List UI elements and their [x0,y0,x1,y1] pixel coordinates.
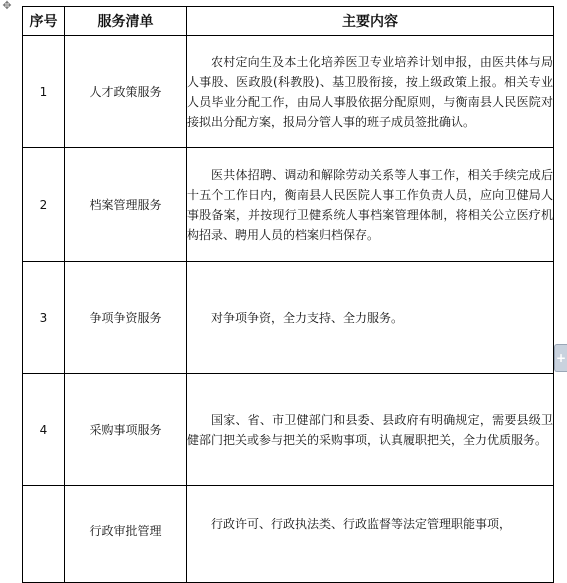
table-row [23,374,554,486]
row-content [187,148,554,262]
row-content-text: 行政许可、行政执法类、行政监督等法定管理职能事项， [211,517,512,531]
header-service: 服务清单 [65,7,187,36]
table-row [23,148,554,262]
row-index [23,486,65,583]
row-service: 档案管理服务 [65,148,187,262]
table-row [23,262,554,374]
row-content [187,374,554,486]
row-content [187,486,554,583]
header-content: 主要内容 [187,7,554,36]
row-service: 人才政策服务 [65,36,187,148]
row-index: 3 [23,262,65,374]
table-row [23,36,554,148]
row-index: 4 [23,374,65,486]
side-expand-plus-icon[interactable]: + [554,344,567,372]
row-service: 争项争资服务 [65,262,187,374]
row-content-text: 农村定向生及本土化培养医卫专业培养计划申报，由医共体与局人事股、医政股(科教股)、基卫股衔接，按上级政策上报。相关专业人员毕业分配工作，由局人事股依据分配原则，与衡南县人民医院对接拟出分配方案，报局分管人事的班子成员签批确认。 [187,54,553,129]
table-header-row [23,7,554,36]
row-index: 2 [23,148,65,262]
row-service: 采购事项服务 [65,374,187,486]
service-table [22,6,554,583]
row-content-text: 对争项争资，全力支持、全力服务。 [211,310,404,325]
table-row [23,486,554,583]
row-content [187,262,554,374]
header-index: 序号 [23,7,65,36]
table-move-handle-icon[interactable]: ✥ [2,0,12,12]
row-content [187,36,554,148]
row-content-text: 国家、省、市卫健部门和县委、县政府有明确规定，需要县级卫健部门把关或参与把关的采购事项，认真履职把关，全力优质服务。 [187,412,553,447]
row-index: 1 [23,36,65,148]
row-content-text: 医共体招聘、调动和解除劳动关系等人事工作，相关手续完成后十五个工作日内，衡南县人民医院人事工作负责人员，应向卫健局人事股备案，并按现行卫健系统人事档案管理体制，将相关公立医疗机构招录、聘用人员的档案归档保存。 [187,167,553,242]
row-service: 行政审批管理 [65,486,187,583]
